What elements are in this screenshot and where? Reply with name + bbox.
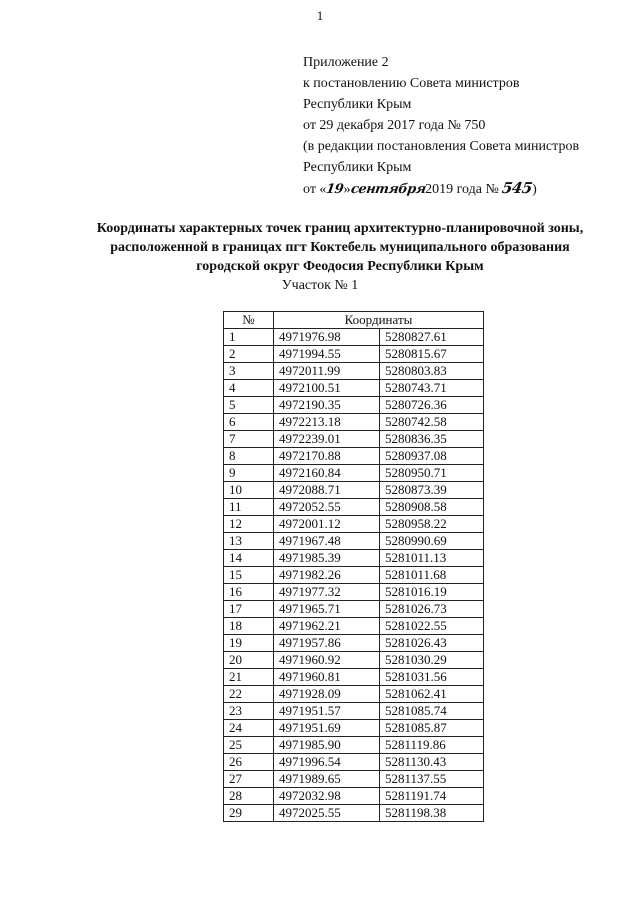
table-row: [224, 805, 484, 822]
table-row: [224, 635, 484, 652]
point-number-cell: 2: [224, 346, 274, 363]
table-row: [224, 431, 484, 448]
date-suffix: ): [532, 182, 537, 197]
table-header-row: [224, 312, 484, 329]
table-row: [224, 329, 484, 346]
point-number-cell: 13: [224, 533, 274, 550]
x-coordinate-cell: 4972001.12: [274, 516, 380, 533]
point-number-cell: 6: [224, 414, 274, 431]
x-coordinate-cell: 4971951.69: [274, 720, 380, 737]
point-number-cell: 15: [224, 567, 274, 584]
point-number-cell: 4: [224, 380, 274, 397]
handwritten-number: 545: [501, 179, 534, 197]
y-coordinate-cell: 5281026.73: [380, 601, 484, 618]
point-number-cell: 12: [224, 516, 274, 533]
y-coordinate-cell: 5281022.55: [380, 618, 484, 635]
table-row: [224, 584, 484, 601]
y-coordinate-cell: 5281085.87: [380, 720, 484, 737]
date-prefix: от «: [303, 182, 327, 197]
x-coordinate-cell: 4972088.71: [274, 482, 380, 499]
point-number-cell: 11: [224, 499, 274, 516]
point-number-cell: 7: [224, 431, 274, 448]
point-number-cell: 23: [224, 703, 274, 720]
table-row: [224, 516, 484, 533]
handwritten-day: 19: [325, 182, 345, 197]
table-row: [224, 465, 484, 482]
table-row: [224, 533, 484, 550]
y-coordinate-cell: 5281085.74: [380, 703, 484, 720]
table-row: [224, 397, 484, 414]
point-number-cell: 5: [224, 397, 274, 414]
x-coordinate-cell: 4971960.92: [274, 652, 380, 669]
y-coordinate-cell: 5281026.43: [380, 635, 484, 652]
point-number-cell: 1: [224, 329, 274, 346]
table-row: [224, 448, 484, 465]
table-row: [224, 499, 484, 516]
table-row: [224, 618, 484, 635]
x-coordinate-cell: 4971976.98: [274, 329, 380, 346]
table-row: [224, 737, 484, 754]
document-title: Координаты характерных точек границ архитектурно-планировочной зоны, расположенной в границах пгт Коктебель муниципального образования городской округ Феодосия Республики Крым: [96, 221, 584, 274]
point-number-cell: 26: [224, 754, 274, 771]
table-row: [224, 380, 484, 397]
x-coordinate-cell: 4971957.86: [274, 635, 380, 652]
y-coordinate-cell: 5280726.36: [380, 397, 484, 414]
x-coordinate-cell: 4971928.09: [274, 686, 380, 703]
table-row: [224, 363, 484, 380]
point-number-cell: 10: [224, 482, 274, 499]
x-coordinate-cell: 4971951.57: [274, 703, 380, 720]
x-coordinate-cell: 4971985.39: [274, 550, 380, 567]
section-subtitle: Участок № 1: [281, 278, 359, 293]
y-coordinate-cell: 5280742.58: [380, 414, 484, 431]
date-year: 2019 года №: [425, 182, 499, 197]
x-coordinate-cell: 4972160.84: [274, 465, 380, 482]
y-coordinate-cell: 5281137.55: [380, 771, 484, 788]
y-coordinate-cell: 5281119.86: [380, 737, 484, 754]
y-coordinate-cell: 5281011.68: [380, 567, 484, 584]
table-row: [224, 788, 484, 805]
point-number-cell: 9: [224, 465, 274, 482]
appendix-line: (в редакции постановления Совета министров: [303, 139, 580, 154]
appendix-line: Республики Крым: [303, 160, 412, 175]
x-coordinate-cell: 4972011.99: [274, 363, 380, 380]
point-number-cell: 29: [224, 805, 274, 822]
point-number-cell: 17: [224, 601, 274, 618]
point-number-cell: 16: [224, 584, 274, 601]
y-coordinate-cell: 5280937.08: [380, 448, 484, 465]
x-coordinate-cell: 4971960.81: [274, 669, 380, 686]
point-number-cell: 27: [224, 771, 274, 788]
x-coordinate-cell: 4971994.55: [274, 346, 380, 363]
point-number-cell: 24: [224, 720, 274, 737]
coordinates-table: [223, 311, 484, 822]
table-row: [224, 703, 484, 720]
y-coordinate-cell: 5280950.71: [380, 465, 484, 482]
appendix-line: Приложение 2: [303, 55, 389, 70]
y-coordinate-cell: 5281191.74: [380, 788, 484, 805]
y-coordinate-cell: 5280990.69: [380, 533, 484, 550]
appendix-line: от 29 декабря 2017 года № 750: [303, 118, 486, 133]
page-number: 1: [316, 8, 324, 23]
x-coordinate-cell: 4971977.32: [274, 584, 380, 601]
point-number-cell: 28: [224, 788, 274, 805]
table-row: [224, 601, 484, 618]
x-coordinate-cell: 4971982.26: [274, 567, 380, 584]
appendix-line: Республики Крым: [303, 97, 412, 112]
table-body: [224, 329, 484, 822]
x-coordinate-cell: 4971996.54: [274, 754, 380, 771]
x-coordinate-cell: 4972032.98: [274, 788, 380, 805]
y-coordinate-cell: 5280803.83: [380, 363, 484, 380]
x-coordinate-cell: 4971989.65: [274, 771, 380, 788]
y-coordinate-cell: 5281130.43: [380, 754, 484, 771]
point-number-cell: 3: [224, 363, 274, 380]
x-coordinate-cell: 4971967.48: [274, 533, 380, 550]
handwritten-month: сентября: [349, 182, 427, 197]
y-coordinate-cell: 5281062.41: [380, 686, 484, 703]
table-row: [224, 771, 484, 788]
x-coordinate-cell: 4972213.18: [274, 414, 380, 431]
appendix-line: к постановлению Совета министров: [303, 76, 520, 91]
x-coordinate-cell: 4972170.88: [274, 448, 380, 465]
table-row: [224, 686, 484, 703]
table-row: [224, 346, 484, 363]
point-number-cell: 18: [224, 618, 274, 635]
y-coordinate-cell: 5280743.71: [380, 380, 484, 397]
x-coordinate-cell: 4971985.90: [274, 737, 380, 754]
x-coordinate-cell: 4972052.55: [274, 499, 380, 516]
x-coordinate-cell: 4972239.01: [274, 431, 380, 448]
header-coordinates: Координаты: [274, 312, 484, 329]
point-number-cell: 19: [224, 635, 274, 652]
point-number-cell: 20: [224, 652, 274, 669]
point-number-cell: 14: [224, 550, 274, 567]
date-mid: »: [343, 182, 351, 197]
point-number-cell: 8: [224, 448, 274, 465]
x-coordinate-cell: 4971965.71: [274, 601, 380, 618]
x-coordinate-cell: 4972190.35: [274, 397, 380, 414]
y-coordinate-cell: 5280815.67: [380, 346, 484, 363]
y-coordinate-cell: 5280958.22: [380, 516, 484, 533]
y-coordinate-cell: 5281198.38: [380, 805, 484, 822]
y-coordinate-cell: 5281030.29: [380, 652, 484, 669]
table-row: [224, 482, 484, 499]
table-row: [224, 720, 484, 737]
y-coordinate-cell: 5281031.56: [380, 669, 484, 686]
table-row: [224, 652, 484, 669]
table-row: [224, 754, 484, 771]
appendix-date-line: [303, 178, 579, 200]
header-number: №: [224, 312, 274, 329]
table-row: [224, 669, 484, 686]
y-coordinate-cell: 5281016.19: [380, 584, 484, 601]
y-coordinate-cell: 5280836.35: [380, 431, 484, 448]
y-coordinate-cell: 5281011.13: [380, 550, 484, 567]
point-number-cell: 22: [224, 686, 274, 703]
x-coordinate-cell: 4971962.21: [274, 618, 380, 635]
point-number-cell: 21: [224, 669, 274, 686]
point-number-cell: 25: [224, 737, 274, 754]
x-coordinate-cell: 4972025.55: [274, 805, 380, 822]
y-coordinate-cell: 5280827.61: [380, 329, 484, 346]
table-row: [224, 567, 484, 584]
y-coordinate-cell: 5280873.39: [380, 482, 484, 499]
x-coordinate-cell: 4972100.51: [274, 380, 380, 397]
y-coordinate-cell: 5280908.58: [380, 499, 484, 516]
table-row: [224, 550, 484, 567]
appendix-header: [303, 52, 579, 200]
table-row: [224, 414, 484, 431]
